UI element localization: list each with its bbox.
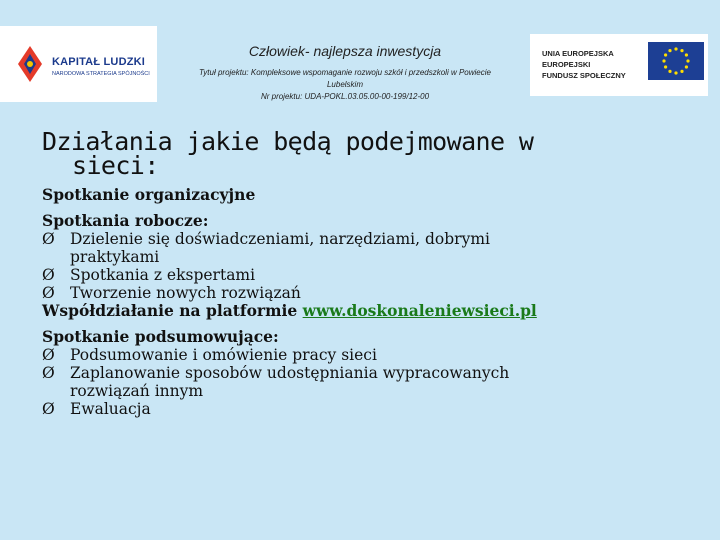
arrow-bullet-icon: Ø (42, 400, 55, 418)
header-title: Człowiek- najlepsza inwestycja (248, 43, 442, 59)
slide-heading-line1: Działania jakie będą podejmowane w (42, 127, 534, 156)
project-number: Nr projektu: UDA-POKL.03.05.00-00-199/12-00 (260, 92, 430, 101)
section-platform (42, 302, 682, 320)
list-item: Ø Zaplanowanie sposobów udostępniania wypracowanych rozwiązań innym (42, 364, 510, 400)
kapital-ludzki-mark-icon (16, 44, 44, 84)
arrow-bullet-icon: Ø (42, 266, 55, 284)
eu-logo-line2: EUROPEJSKI (542, 60, 591, 69)
eu-logo-text (542, 48, 626, 81)
list-item: Ø Spotkania z ekspertami (42, 266, 256, 284)
section-organizational-meeting: Spotkanie organizacyjne (42, 185, 256, 204)
section-summary-meeting: Spotkanie podsumowujące: (42, 327, 279, 346)
project-title-line1: Tytuł projektu: Kompleksowe wspomaganie rozwoju szkół i przedszkoli w Powiecie (199, 68, 491, 77)
eu-logo (530, 34, 708, 96)
eu-logo-line3: FUNDUSZ SPOŁECZNY (542, 71, 626, 80)
list-item: Ø Tworzenie nowych rozwiązań (42, 284, 301, 302)
list-item: Ø Podsumowanie i omówienie pracy sieci (42, 346, 377, 364)
arrow-bullet-icon: Ø (42, 364, 55, 382)
list-item: Ø Dzielenie się doświadczeniami, narzędziami, dobrymi praktykami (42, 230, 490, 266)
arrow-bullet-icon: Ø (42, 230, 55, 248)
kapital-ludzki-logo (0, 26, 157, 102)
eu-logo-line1: UNIA EUROPEJSKA (542, 49, 614, 58)
arrow-bullet-icon: Ø (42, 284, 55, 302)
arrow-bullet-icon: Ø (42, 346, 55, 364)
slide-heading-line2: sieci: (72, 151, 159, 180)
platform-link[interactable]: www.doskonaleniewsieci.pl (302, 301, 537, 320)
kapital-ludzki-subtitle: NARODOWA STRATEGIA SPÓJNOŚCI (52, 71, 150, 77)
section-working-meetings: Spotkania robocze: (42, 211, 209, 230)
list-item: Ø Ewaluacja (42, 400, 151, 418)
slide-content (42, 186, 682, 418)
header-subtitle (160, 67, 530, 103)
slide-heading (42, 127, 662, 180)
platform-label: Współdziałanie na platformie (42, 301, 303, 320)
project-title-line2: Lubelskim (326, 80, 363, 89)
kapital-ludzki-title: KAPITAŁ LUDZKI (52, 56, 146, 68)
eu-flag-icon (648, 42, 704, 80)
